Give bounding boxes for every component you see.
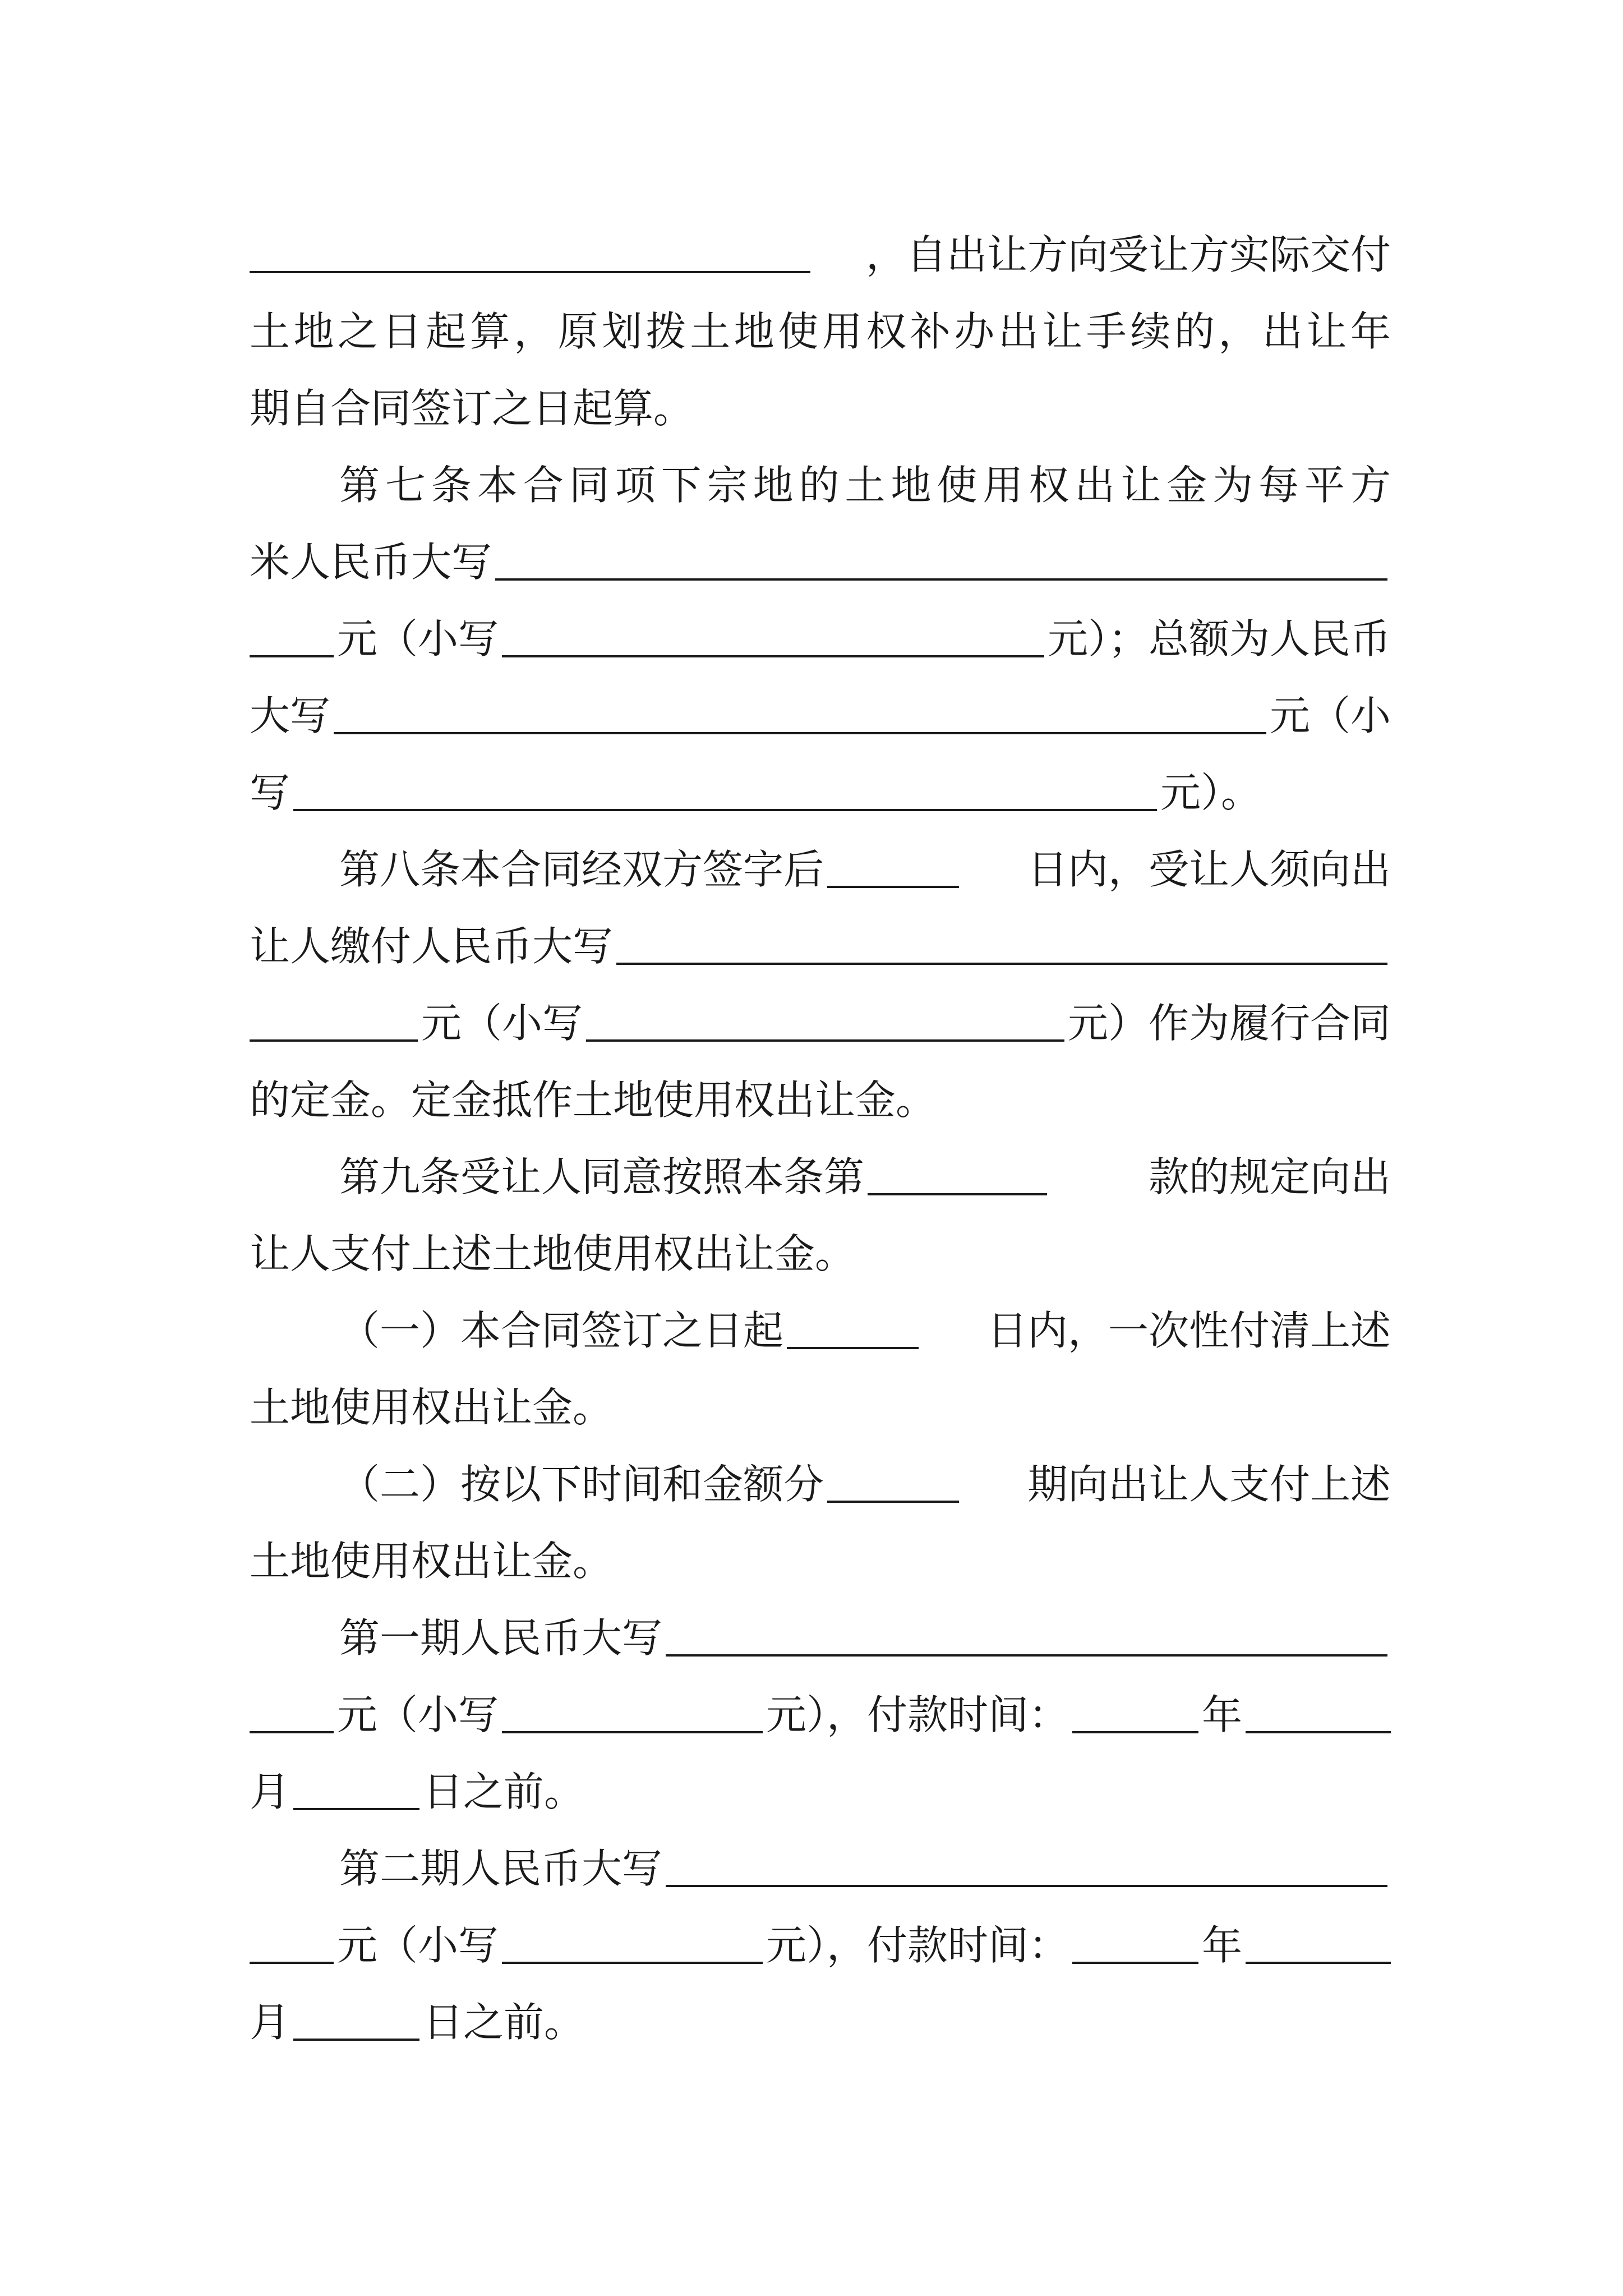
text-line bbox=[250, 1676, 1391, 1753]
blank-field[interactable] bbox=[250, 236, 810, 273]
blank-field[interactable] bbox=[250, 620, 334, 657]
text-segment: 日内，受让人须向出 bbox=[1027, 845, 1391, 893]
text-segment: 元（小写 bbox=[337, 1691, 499, 1738]
contract-body bbox=[250, 216, 1391, 2060]
blank-field[interactable] bbox=[502, 1927, 763, 1964]
text-line bbox=[250, 523, 1391, 600]
text-segment: 第二期人民币大写 bbox=[339, 1844, 663, 1892]
text-line bbox=[250, 1522, 1391, 1599]
text-segment: 月 bbox=[250, 1768, 291, 1815]
text-segment: 元（小 bbox=[1269, 692, 1391, 739]
blank-field[interactable] bbox=[666, 1850, 1387, 1887]
blank-field[interactable] bbox=[250, 1005, 418, 1042]
text-line bbox=[250, 216, 1391, 293]
installment-2 bbox=[250, 1830, 1391, 1907]
text-line bbox=[250, 1984, 1391, 2060]
blank-field[interactable] bbox=[293, 2004, 419, 2041]
text-segment: 元），付款时间： bbox=[766, 1691, 1069, 1738]
text-segment: 大写 bbox=[250, 692, 331, 739]
text-segment: 期向出让人支付上述 bbox=[1027, 1460, 1391, 1508]
blank-field[interactable] bbox=[502, 620, 1044, 657]
blank-field[interactable] bbox=[616, 928, 1387, 965]
blank-field[interactable] bbox=[293, 774, 1157, 811]
text-segment: 年 bbox=[1202, 1691, 1243, 1738]
article-7-heading bbox=[250, 447, 1391, 523]
text-line bbox=[250, 1215, 1391, 1292]
text-segment: 第九条受让人同意按照本条第 bbox=[339, 1153, 865, 1200]
blank-field[interactable] bbox=[1246, 1927, 1391, 1964]
text-line bbox=[250, 1369, 1391, 1446]
text-segment: 日之前。 bbox=[423, 1768, 585, 1815]
text-segment: 土地使用权出让金。 bbox=[250, 1537, 614, 1585]
text-segment: 让人支付上述土地使用权出让金。 bbox=[250, 1230, 856, 1277]
blank-field[interactable] bbox=[250, 1696, 334, 1733]
blank-field[interactable] bbox=[293, 1773, 419, 1810]
clause-2 bbox=[250, 1446, 1391, 1522]
text-segment: 第八条本合同经双方签字后 bbox=[339, 845, 824, 893]
text-segment: （一）本合同签订之日起 bbox=[339, 1306, 784, 1354]
blank-field[interactable] bbox=[1072, 1696, 1198, 1733]
text-segment: 日之前。 bbox=[423, 1998, 585, 2046]
text-segment: 的定金。定金抵作土地使用权出让金。 bbox=[250, 1076, 937, 1124]
text-segment: 土 地 之 日 起 算 ， 原 划 拨 土 地 使 用 权 补 办 出 让 手 续 的 ， 出 让 年 bbox=[250, 307, 1391, 355]
article-8-heading bbox=[250, 831, 1391, 908]
article-9-heading bbox=[250, 1138, 1391, 1215]
text-segment: 让人缴付人民币大写 bbox=[250, 922, 614, 970]
blank-field[interactable] bbox=[586, 1005, 1064, 1042]
text-segment: 元），付款时间： bbox=[766, 1921, 1069, 1969]
text-segment: 元）作为履行合同 bbox=[1067, 999, 1391, 1047]
text-line bbox=[250, 1753, 1391, 1830]
clause-1 bbox=[250, 1292, 1391, 1369]
text-segment: 元）。 bbox=[1160, 769, 1262, 816]
text-segment: 米人民币大写 bbox=[250, 538, 492, 586]
blank-field[interactable] bbox=[827, 1466, 959, 1503]
text-segment: 年 bbox=[1202, 1921, 1243, 1969]
blank-field[interactable] bbox=[250, 1927, 334, 1964]
text-line bbox=[250, 908, 1391, 984]
text-segment: 元）；总额为人民币 bbox=[1047, 615, 1391, 662]
text-line bbox=[250, 754, 1391, 831]
text-segment: （二）按以下时间和金额分 bbox=[339, 1460, 824, 1508]
text-segment: 款的规定向出 bbox=[1148, 1153, 1391, 1200]
blank-field[interactable] bbox=[334, 697, 1266, 734]
blank-field[interactable] bbox=[868, 1158, 1047, 1195]
text-line bbox=[250, 1061, 1391, 1138]
text-line bbox=[250, 370, 1391, 447]
text-line bbox=[250, 293, 1391, 370]
text-segment: 元（小写 bbox=[337, 1921, 499, 1969]
text-line bbox=[250, 677, 1391, 754]
text-segment: 期自合同签订之日起算。 bbox=[250, 384, 694, 432]
text-segment: 元（小写 bbox=[337, 615, 499, 662]
text-segment: 第一期人民币大写 bbox=[339, 1614, 663, 1662]
text-segment: 元（小写 bbox=[421, 999, 583, 1047]
blank-field[interactable] bbox=[827, 851, 959, 888]
blank-field[interactable] bbox=[1072, 1927, 1198, 1964]
text-segment: 土地使用权出让金。 bbox=[250, 1383, 614, 1431]
blank-field[interactable] bbox=[787, 1312, 919, 1349]
text-segment: 写 bbox=[250, 769, 291, 816]
blank-field[interactable] bbox=[1246, 1696, 1391, 1733]
installment-1 bbox=[250, 1599, 1391, 1676]
text-line bbox=[250, 600, 1391, 677]
text-segment: 月 bbox=[250, 1998, 291, 2046]
text-segment: 第 七 条 本 合 同 项 下 宗 地 的 土 地 使 用 权 出 让 金 为 每 平 方 bbox=[339, 461, 1391, 509]
text-segment: ，自出让方向受让方实际交付 bbox=[865, 231, 1391, 278]
text-line bbox=[250, 984, 1391, 1061]
blank-field[interactable] bbox=[666, 1619, 1387, 1657]
text-segment: 日内，一次性付清上述 bbox=[986, 1306, 1391, 1354]
blank-field[interactable] bbox=[495, 544, 1387, 581]
blank-field[interactable] bbox=[502, 1696, 763, 1733]
text-line bbox=[250, 1907, 1391, 1984]
